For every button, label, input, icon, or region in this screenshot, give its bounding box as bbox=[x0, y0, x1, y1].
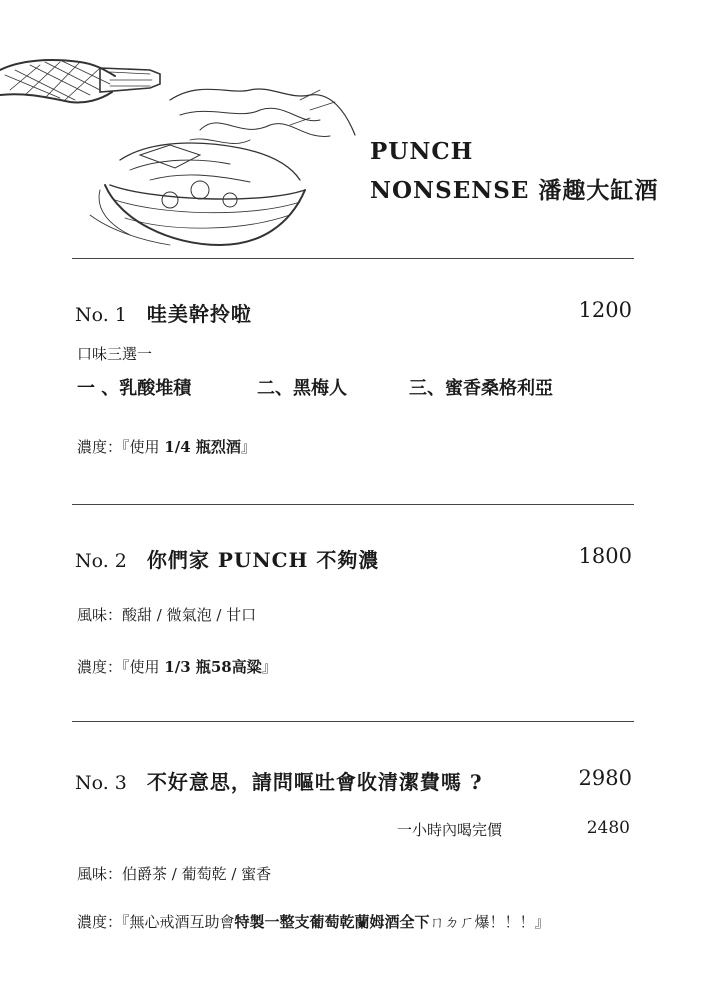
strength-prefix: 濃度：『使用 bbox=[77, 438, 160, 456]
item-1-option-3: 三、蜜香桑格利亞 bbox=[409, 378, 553, 399]
item-1-name: 哇美幹拎啦 bbox=[146, 302, 252, 326]
item-2-number: No. 2 bbox=[75, 550, 127, 572]
item-3-name: 不好意思，請問嘔吐會收清潔費嗎 ? bbox=[146, 770, 483, 794]
strength-amount: 1/4 瓶烈酒 bbox=[164, 438, 241, 456]
item-3-flavor: 風味：伯爵茶 / 葡萄乾 / 蜜香 bbox=[77, 865, 272, 883]
item-1-heading bbox=[75, 298, 252, 327]
bowl-sketch bbox=[105, 185, 305, 245]
strength-prefix: 濃度：『使用 bbox=[77, 658, 160, 676]
item-3-strength bbox=[77, 911, 550, 932]
item-2-heading bbox=[75, 544, 379, 573]
item-1-number: No. 1 bbox=[75, 304, 127, 326]
item-2-flavor: 風味：酸甜 / 微氣泡 / 甘口 bbox=[77, 606, 257, 624]
item-3-promo-price: 2480 bbox=[586, 818, 630, 838]
item-1-price: 1200 bbox=[578, 298, 632, 322]
divider bbox=[72, 258, 634, 259]
strength-suffix: 』 bbox=[240, 438, 256, 456]
strength-suffix: ㄇㄉㄏ爆！！！』 bbox=[429, 913, 550, 931]
item-3-number: No. 3 bbox=[75, 772, 127, 794]
item-2-name: 你們家 PUNCH 不夠濃 bbox=[146, 548, 380, 572]
item-1-choice-label: 口味三選一 bbox=[77, 345, 153, 363]
item-3-promo-label: 一小時內喝完價 bbox=[397, 821, 503, 839]
menu-title-line2: NONSENSE 潘趣大缸酒 bbox=[370, 177, 659, 204]
item-1-option-2: 二、黑梅人 bbox=[257, 378, 347, 399]
punch-bowl-illustration bbox=[0, 40, 370, 265]
item-2-strength bbox=[77, 656, 277, 677]
strength-amount: 特製一整支葡萄乾蘭姆酒全下 bbox=[234, 913, 430, 931]
item-2-price: 1800 bbox=[578, 544, 632, 568]
strength-suffix: 』 bbox=[261, 658, 277, 676]
item-3-price: 2980 bbox=[578, 766, 632, 790]
strength-amount: 1/3 瓶58高粱 bbox=[164, 658, 262, 676]
divider bbox=[72, 721, 634, 722]
item-1-option-1: 一 、乳酸堆積 bbox=[77, 378, 192, 399]
item-3-heading bbox=[75, 766, 483, 795]
menu-title-line1: PUNCH bbox=[370, 138, 474, 165]
strength-prefix: 濃度：『無心戒酒互助會 bbox=[77, 913, 235, 931]
item-1-strength bbox=[77, 436, 256, 457]
divider bbox=[72, 504, 634, 505]
